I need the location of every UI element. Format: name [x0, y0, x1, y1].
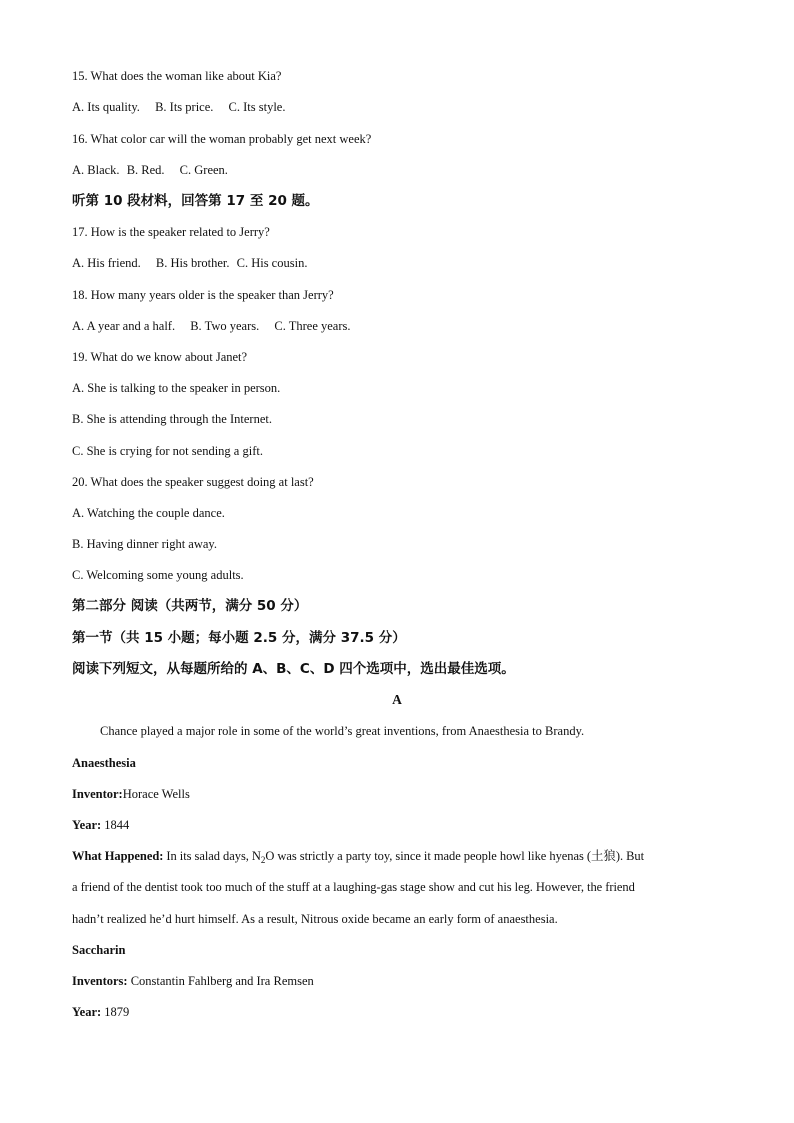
q18-option-a: A. A year and a half.	[72, 319, 176, 333]
n2o-subscript: 2	[260, 855, 266, 865]
section-1-title: 第一节（共 15 小题；每小题 2.5 分，满分 37.5 分）	[72, 630, 406, 646]
inventor-value: Horace Wells	[122, 787, 190, 801]
q17-option-a: A. His friend.	[72, 256, 141, 270]
q20-option-a: A. Watching the couple dance.	[72, 506, 225, 520]
q18-option-c: C. Three years.	[274, 319, 351, 333]
passage-intro: Chance played a major role in some of the world’s great inventions, from Anaesthesia to Brandy.	[100, 724, 585, 738]
saccharin-inventors	[72, 973, 722, 989]
question-17-options	[72, 255, 722, 271]
anaesthesia-what-happened	[72, 848, 722, 864]
question-15: 15. What does the woman like about Kia?	[72, 69, 282, 83]
question-18-options	[72, 318, 722, 334]
question-17: 17. How is the speaker related to Jerry?	[72, 225, 270, 239]
year-label: Year:	[72, 818, 102, 832]
inventors-value: Constantin Fahlberg and Ira Remsen	[130, 974, 314, 988]
question-19: 19. What do we know about Janet?	[72, 350, 248, 364]
saccharin-heading: Saccharin	[72, 943, 126, 957]
what-happened-text-1a: In its salad days, N	[166, 849, 261, 863]
what-happened-label: What Happened:	[72, 849, 164, 863]
what-happened-text-2: a friend of the dentist took too much of the stuff at a laughing-gas stage show and cut his leg. However, the friend	[72, 880, 635, 894]
anaesthesia-heading: Anaesthesia	[72, 756, 136, 770]
question-20: 20. What does the speaker suggest doing at last?	[72, 475, 314, 489]
q19-option-b: B. She is attending through the Internet.	[72, 412, 272, 426]
what-happened-text-1b: O was strictly a party toy, since it made people howl like hyenas (土狼). But	[265, 849, 645, 863]
q19-option-c: C. She is crying for not sending a gift.	[72, 444, 263, 458]
q18-option-b: B. Two years.	[190, 319, 260, 333]
inventor-label: Inventor:	[72, 787, 123, 801]
q20-option-b: B. Having dinner right away.	[72, 537, 217, 551]
q16-option-b: B. Red.	[126, 163, 165, 177]
q16-option-c: C. Green.	[179, 163, 228, 177]
year-value: 1844	[104, 818, 130, 832]
anaesthesia-year	[72, 817, 722, 833]
q15-option-a: A. Its quality.	[72, 100, 140, 114]
what-happened-text-3: hadn’t realized he’d hurt himself. As a result, Nitrous oxide became an early form of anaesthesia.	[72, 912, 558, 926]
question-16-options	[72, 162, 722, 178]
q17-option-b: B. His brother.	[155, 256, 230, 270]
reading-instruction: 阅读下列短文，从每题所给的 A、B、C、D 四个选项中，选出最佳选项。	[72, 661, 515, 677]
passage-letter: A	[392, 692, 402, 707]
anaesthesia-inventor	[72, 786, 722, 802]
part-2-title: 第二部分 阅读（共两节，满分 50 分）	[72, 598, 308, 614]
q20-option-c: C. Welcoming some young adults.	[72, 568, 244, 582]
saccharin-year-value: 1879	[104, 1005, 130, 1019]
section-10-heading: 听第 10 段材料，回答第 17 至 20 题。	[72, 193, 319, 209]
q19-option-a: A. She is talking to the speaker in person.	[72, 381, 281, 395]
question-16: 16. What color car will the woman probably get next week?	[72, 132, 372, 146]
question-15-options	[72, 99, 722, 115]
saccharin-year	[72, 1004, 722, 1020]
q16-option-a: A. Black.	[72, 163, 120, 177]
q15-option-c: C. Its style.	[228, 100, 286, 114]
q15-option-b: B. Its price.	[155, 100, 214, 114]
inventors-label: Inventors:	[72, 974, 128, 988]
q17-option-c: C. His cousin.	[236, 256, 308, 270]
saccharin-year-label: Year:	[72, 1005, 102, 1019]
question-18: 18. How many years older is the speaker than Jerry?	[72, 288, 334, 302]
